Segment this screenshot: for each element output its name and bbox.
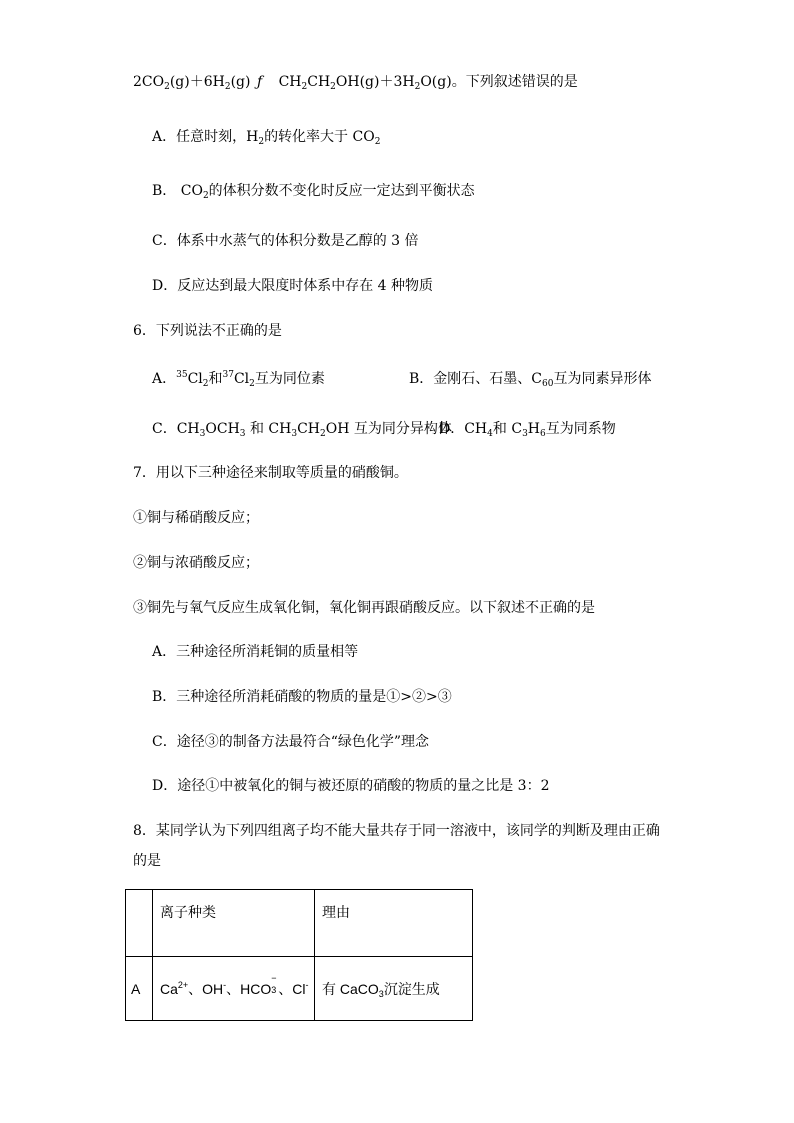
q5-reaction-equation: $2CO_2(g)+6H_2(g)$ ƒ $CH_2CH_2OH(g)+3H_2O(g)$。下列叙述错误的是 [133,74,578,92]
reversible-arrow-glyph: ƒ [256,74,263,90]
q5-option-b: B． $CO_2$的体积分数不变化时反应一定达到平衡状态 [152,183,475,201]
q6-option-a: A．$^{35}Cl_2$和$^{37}Cl_2$互为同位素 [152,370,325,389]
q7-option-a: A．三种途径所消耗铜的质量相等 [152,644,359,660]
q6-stem: 6．下列说法不正确的是 [133,323,282,339]
table-row [126,957,473,1021]
q7-stem: 7．用以下三种途径来制取等质量的硝酸铜。 [133,465,408,481]
q7-route-1: ①铜与稀硝酸反应； [133,510,259,526]
q7-route-3: ③铜先与氧气反应生成氧化铜，氧化铜再跟硝酸反应。以下叙述不正确的是 [133,600,595,616]
q7-option-d: D．途径①中被氧化的铜与被还原的硝酸的物质的量之比是 3：2 [152,778,550,794]
table-header-blank [126,890,153,957]
q7-option-c: C．途径③的制备方法最符合“绿色化学”理念 [152,734,430,750]
ion-table [125,889,473,1021]
q6-option-c: C．$CH_3OCH_3$ 和 $CH_3CH_2OH$ 互为同分异构体 [152,421,452,439]
q7-route-2: ②铜与浓硝酸反应； [133,555,259,571]
q5-option-c: C．体系中水蒸气的体积分数是乙醇的 3 倍 [152,233,419,249]
q5-option-d: D．反应达到最大限度时体系中存在 4 种物质 [152,278,434,294]
table-header-reason: 理由 [315,890,473,957]
q8-stem-line-1: 8．某同学认为下列四组离子均不能大量共存于同一溶液中，该同学的判断及理由正确 [133,823,660,839]
q6-option-d: D．$CH_4$和 $C_3H_6$互为同系物 [439,421,616,439]
row-reason: 有 CaCO$_3$沉淀生成 [315,957,473,1021]
q7-option-b: B．三种途径所消耗硝酸的物质的量是①>②>③ [152,689,452,705]
q5-option-a: A．任意时刻，$H_2$的转化率大于 $CO_2$ [152,129,381,147]
q6-option-b: B．金刚石、石墨、$C_{60}$互为同素异形体 [409,371,652,389]
row-ions: $Ca^{2+}$、OH-、HCO − 3 、Cl- [153,957,315,1021]
table-header-row [126,890,473,957]
row-label: A [126,957,153,1021]
q8-stem-line-2: 的是 [133,853,161,869]
table-header-ion-type: 离子种类 [153,890,315,957]
